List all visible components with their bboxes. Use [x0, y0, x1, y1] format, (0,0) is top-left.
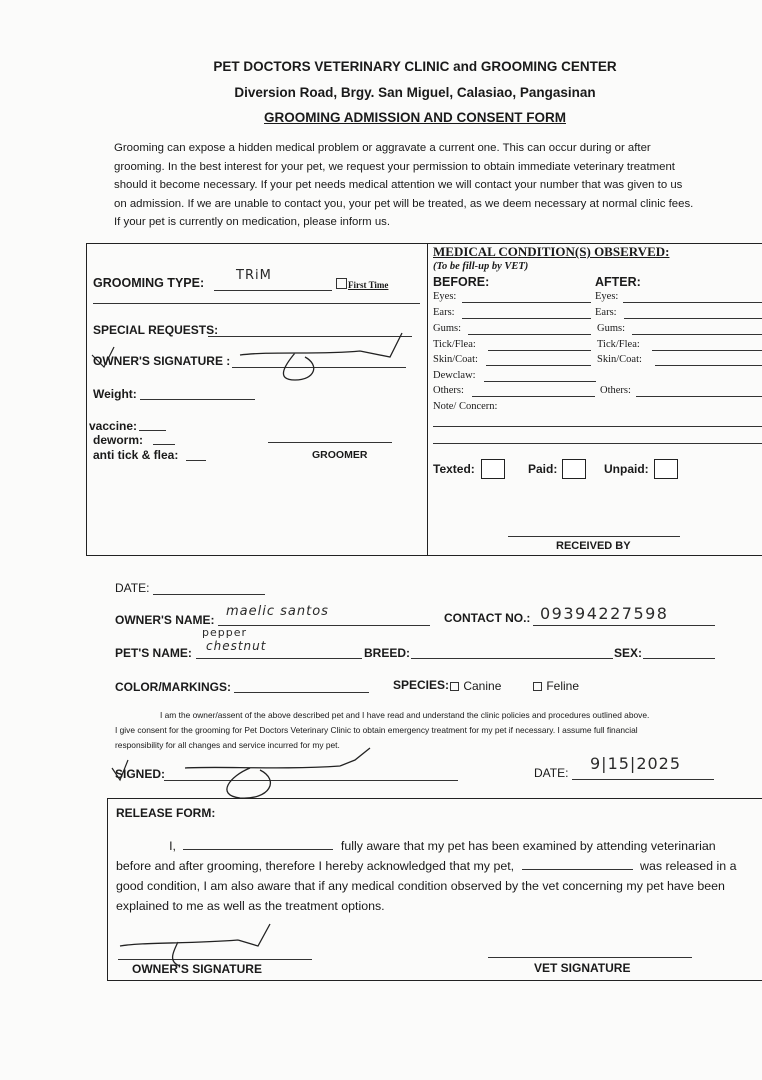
release-line-1: [116, 836, 762, 856]
anti-tick-line: [186, 460, 206, 461]
intro-line: should it become necessary. If your pet needs medical attention we will contact your number that was given to us: [114, 179, 683, 191]
canine-label: Canine: [463, 679, 502, 693]
release-line-2-text-a: before and after grooming, therefore I hereby acknowledged that my pet,: [116, 859, 515, 873]
release-box-left: [107, 798, 108, 981]
first-time-checkbox[interactable]: [336, 278, 347, 289]
medical-title: MEDICAL CONDITION(S) OBSERVED:: [433, 244, 670, 259]
consent-line-1: I am the owner/assent of the above described pet and I have read and understand the clinic policies and procedures outlined above.: [160, 710, 650, 720]
grooming-type-value: TRiM: [236, 268, 272, 283]
signed-label: SIGNED:: [115, 767, 166, 781]
after-gums: Gums:: [597, 323, 626, 334]
color-markings-label: COLOR/MARKINGS:: [115, 680, 231, 694]
deworm-line: [153, 444, 175, 445]
medical-subtitle: (To be fill-up by VET): [433, 261, 529, 272]
sex-line: [643, 658, 715, 659]
before-skin-coat-line: [486, 365, 591, 366]
before-gums-line: [468, 334, 591, 335]
before-ears: Ears:: [433, 307, 455, 318]
canine-option[interactable]: [450, 679, 501, 693]
vaccine-label: vaccine:: [89, 419, 138, 433]
contact-line: [533, 625, 715, 626]
clinic-address: Diversion Road, Brgy. San Miguel, Calasiao, Pangasinan: [234, 85, 596, 100]
before-eyes: Eyes:: [433, 291, 457, 302]
feline-label: Feline: [546, 679, 580, 693]
after-others: Others:: [600, 385, 631, 396]
release-paragraph: [116, 836, 762, 916]
release-title: RELEASE FORM:: [116, 806, 216, 820]
after-ears: Ears:: [595, 307, 617, 318]
box-left-border: [86, 243, 87, 556]
breed-label: BREED:: [364, 646, 411, 660]
contact-label: CONTACT NO.:: [444, 611, 531, 625]
date-line: [153, 594, 265, 595]
after-tick-flea: Tick/Flea:: [597, 339, 640, 350]
before-others-line: [472, 396, 595, 397]
first-time-option[interactable]: [336, 278, 388, 290]
owner-name-value: maelic santos: [226, 604, 329, 619]
owner-name-label: OWNER'S NAME:: [115, 613, 215, 627]
after-skin-coat: Skin/Coat:: [597, 354, 642, 365]
intro-line: on admission. If we are unable to contact you, your pet will be treated, as we deem necessary at normal clinic fees.: [114, 197, 694, 210]
after-gums-line: [632, 334, 762, 335]
before-tick-flea-line: [488, 350, 591, 351]
grooming-type-label: GROOMING TYPE:: [93, 276, 205, 290]
texted-checkbox[interactable]: [481, 459, 505, 479]
owner-name-line: [218, 625, 430, 626]
release-box-top: [107, 798, 762, 799]
pet-name-value-2: chestnut: [206, 639, 267, 653]
sex-label: SEX:: [614, 646, 643, 660]
before-dewclaw: Dewclaw:: [433, 370, 476, 381]
after-eyes: Eyes:: [595, 291, 619, 302]
contact-value: 09394227598: [540, 604, 669, 623]
release-line-2: [116, 856, 762, 876]
breed-line: [411, 658, 613, 659]
before-label: BEFORE:: [433, 275, 490, 289]
note-line-1: [433, 426, 762, 427]
box-bottom-border: [86, 555, 762, 556]
grooming-type-extra-line: [93, 303, 420, 304]
after-label: AFTER:: [595, 275, 641, 289]
pet-name-label: PET'S NAME:: [115, 646, 192, 660]
after-eyes-line: [623, 302, 762, 303]
consent-line-3: responsibility for all changes and service incurred for my pet.: [115, 740, 340, 750]
note-concern-label: Note/ Concern:: [433, 401, 498, 412]
anti-tick-label: anti tick & flea:: [93, 448, 179, 462]
after-tick-flea-line: [652, 350, 762, 351]
release-name-blank: [183, 837, 333, 850]
owner-signature-label: OWNER'S SIGNATURE :: [93, 354, 231, 368]
clinic-name: PET DOCTORS VETERINARY CLINIC and GROOMING CENTER: [213, 59, 617, 74]
before-others: Others:: [433, 385, 464, 396]
before-eyes-line: [462, 302, 591, 303]
release-box-bottom: [107, 980, 762, 981]
paid-label: Paid:: [528, 462, 558, 476]
before-ears-line: [462, 318, 591, 319]
intro-paragraph: [114, 139, 718, 232]
vet-signature-line: [488, 957, 692, 958]
consent-line-2: I give consent for the grooming for Pet Doctors Veterinary Clinic to obtain emergency treatment for my pet if necessary. I assume full financial: [115, 725, 638, 735]
vaccine-line: [139, 430, 166, 431]
intro-line: Grooming can expose a hidden medical problem or aggravate a current one. This can occur during or after: [114, 142, 651, 154]
after-skin-coat-line: [655, 365, 762, 366]
form-title: GROOMING ADMISSION AND CONSENT FORM: [264, 110, 566, 125]
before-skin-coat: Skin/Coat:: [433, 354, 478, 365]
consent-date-line: [572, 779, 714, 780]
color-markings-line: [234, 692, 369, 693]
consent-date-label: DATE:: [534, 766, 569, 780]
owner-signature-mark-2: [110, 740, 390, 810]
pet-name-value-1: pepper: [202, 626, 248, 639]
before-dewclaw-line: [484, 381, 596, 382]
release-i: I,: [169, 839, 176, 853]
note-line-2: [433, 443, 762, 444]
unpaid-label: Unpaid:: [604, 462, 649, 476]
weight-line: [140, 399, 255, 400]
box-column-divider: [427, 243, 428, 556]
release-pet-blank: [522, 857, 633, 870]
texted-label: Texted:: [433, 462, 475, 476]
release-owner-signature-label: OWNER'S SIGNATURE: [132, 962, 262, 976]
unpaid-checkbox[interactable]: [654, 459, 678, 479]
before-tick-flea: Tick/Flea:: [433, 339, 476, 350]
received-by-label: RECEIVED BY: [556, 540, 631, 552]
owner-signature-mark-1: [90, 325, 420, 385]
grooming-type-line: [214, 290, 332, 291]
after-others-line: [636, 396, 762, 397]
consent-date-value: 9|15|2025: [590, 754, 682, 773]
species-label: SPECIES:: [393, 678, 450, 692]
first-time-label: First Time: [348, 280, 389, 290]
groomer-label: GROOMER: [312, 449, 368, 461]
canine-checkbox[interactable]: [450, 682, 459, 691]
weight-label: Weight:: [93, 387, 137, 401]
received-by-line: [508, 536, 680, 537]
vet-signature-label: VET SIGNATURE: [534, 961, 631, 975]
paid-checkbox[interactable]: [562, 459, 586, 479]
groomer-signature-line: [268, 442, 392, 443]
special-requests-label: SPECIAL REQUESTS:: [93, 323, 219, 337]
release-line-4: explained to me as well as the treatment options.: [116, 899, 385, 913]
before-gums: Gums:: [433, 323, 462, 334]
release-line-1-text: fully aware that my pet has been examined by attending veterinarian: [340, 839, 716, 853]
intro-line: grooming. In the best interest for your pet, we request your permission to obtain immediate veterinary treatment: [114, 160, 675, 173]
deworm-label: deworm:: [93, 433, 144, 447]
intro-line: If your pet is currently on medication, please inform us.: [114, 216, 391, 228]
after-ears-line: [624, 318, 762, 319]
feline-checkbox[interactable]: [533, 682, 542, 691]
release-line-2-text-b: was released in a: [640, 859, 737, 873]
release-line-3: good condition, I am also aware that if any medical condition observed by the vet concerning my pet have been: [116, 879, 725, 893]
feline-option[interactable]: [533, 679, 579, 693]
pet-name-line: [196, 658, 362, 659]
date-label: DATE:: [115, 581, 150, 595]
